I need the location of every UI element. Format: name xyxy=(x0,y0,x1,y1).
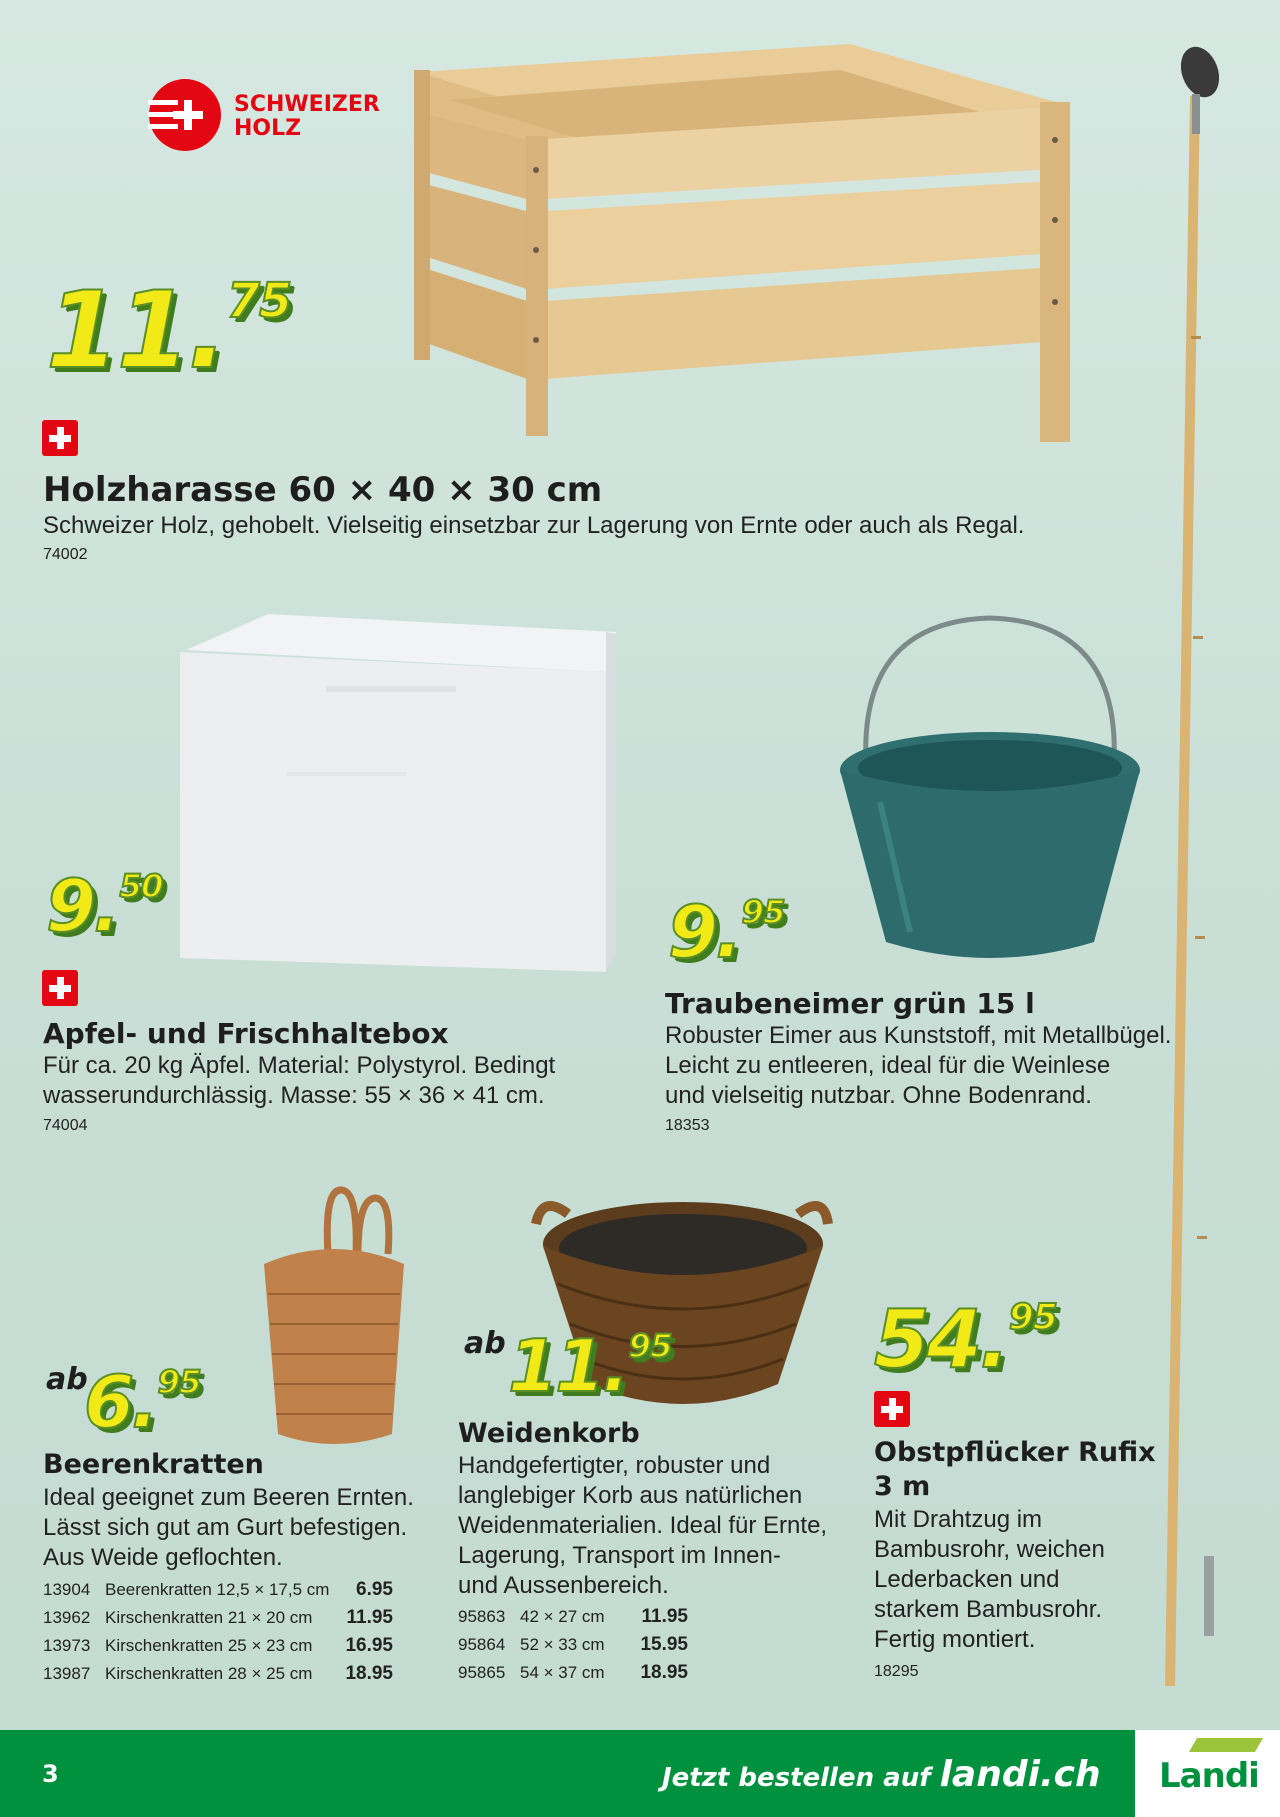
order-cta[interactable] xyxy=(662,1754,1101,1795)
variant-name: Kirschenkratten 21 × 20 cm xyxy=(105,1608,313,1627)
variant-number: 13962 xyxy=(43,1608,91,1627)
bucket-price-cents: 95 xyxy=(741,893,785,931)
table-row xyxy=(43,1660,393,1688)
cta-prefix: Jetzt bestellen auf xyxy=(662,1763,931,1793)
landi-logo-stripe xyxy=(1189,1738,1263,1752)
bucket-title: Traubeneimer grün 15 l xyxy=(665,987,1035,1020)
berry-price-main: 6. xyxy=(84,1360,156,1444)
table-row xyxy=(43,1604,393,1632)
swiss-holz-emblem-icon xyxy=(148,78,222,152)
variant-number: 95863 xyxy=(458,1607,506,1626)
berry-desc-line1: Ideal geeignet zum Beeren Ernten. xyxy=(43,1484,414,1511)
variant-price: 16.95 xyxy=(345,1635,393,1656)
picker-price-main: 54. xyxy=(874,1293,1007,1386)
crate-price xyxy=(46,269,292,392)
variant-price: 6.95 xyxy=(356,1579,393,1600)
variant-number: 13973 xyxy=(43,1636,91,1655)
table-row xyxy=(458,1631,688,1659)
variant-price: 18.95 xyxy=(345,1663,393,1684)
bucket-desc-line3: und vielseitig nutzbar. Ohne Bodenrand. xyxy=(665,1082,1092,1109)
swiss-flag-icon xyxy=(42,970,78,1006)
wooden-crate-image xyxy=(410,40,1080,460)
crate-title: Holzharasse 60 × 40 × 30 cm xyxy=(43,470,603,510)
swiss-flag-icon xyxy=(874,1391,910,1427)
picker-desc-line3: Lederbacken und xyxy=(874,1566,1060,1593)
berry-title: Beerenkratten xyxy=(43,1449,264,1480)
variant-number: 95865 xyxy=(458,1663,506,1682)
berry-price-cents: 95 xyxy=(157,1363,201,1401)
basket-price xyxy=(508,1324,672,1408)
variant-price: 11.95 xyxy=(641,1606,688,1627)
bucket-price-main: 9. xyxy=(668,890,740,974)
berry-desc-line3: Aus Weide geflochten. xyxy=(43,1544,283,1571)
berry-basket-image xyxy=(254,1184,414,1454)
picker-desc-line1: Mit Drahtzug im xyxy=(874,1506,1043,1533)
variant-number: 13987 xyxy=(43,1664,91,1683)
picker-article-number: 18295 xyxy=(874,1663,919,1680)
bucket-desc-line1: Robuster Eimer aus Kunststoff, mit Metallbügel. xyxy=(665,1022,1172,1049)
table-row xyxy=(43,1632,393,1660)
logo-line2: HOLZ xyxy=(234,116,302,141)
picker-desc-line4: starkem Bambusrohr. xyxy=(874,1596,1103,1623)
crate-description: Schweizer Holz, gehobelt. Vielseitig einsetzbar zur Lagerung von Ernte oder auch als Regal. xyxy=(43,512,1025,539)
variant-price: 11.95 xyxy=(346,1607,393,1628)
table-row xyxy=(43,1576,393,1604)
table-row xyxy=(458,1603,688,1631)
variant-name: Kirschenkratten 25 × 23 cm xyxy=(105,1636,313,1655)
basket-price-main: 11. xyxy=(508,1324,627,1408)
swiss-flag-icon xyxy=(42,420,78,456)
box-desc-line2: wasserundurchlässig. Masse: 55 × 36 × 41 cm. xyxy=(43,1082,545,1109)
berry-desc-line2: Lässt sich gut am Gurt befestigen. xyxy=(43,1514,408,1541)
box-desc-line1: Für ca. 20 kg Äpfel. Material: Polystyrol. Bedingt xyxy=(43,1052,556,1079)
polystyrene-box-image xyxy=(176,612,616,982)
variant-number: 95864 xyxy=(458,1635,506,1654)
logo-line1: SCHWEIZER xyxy=(234,92,380,117)
bucket-price xyxy=(668,890,785,974)
crate-price-main: 11. xyxy=(46,269,225,392)
basket-desc-line1: Handgefertigter, robuster und xyxy=(458,1452,771,1479)
box-price xyxy=(46,864,163,948)
picker-title-line1: Obstpflücker Rufix xyxy=(874,1437,1156,1468)
berry-price xyxy=(84,1360,201,1444)
schweizer-holz-logo xyxy=(148,78,388,152)
picker-title-line2: 3 m xyxy=(874,1471,931,1502)
basket-title: Weidenkorb xyxy=(458,1418,640,1449)
grape-bucket-image xyxy=(830,612,1150,982)
crate-price-cents: 75 xyxy=(226,274,292,329)
variant-name: 52 × 33 cm xyxy=(520,1635,605,1654)
landi-logo[interactable] xyxy=(1135,1730,1280,1817)
basket-desc-line5: und Aussenbereich. xyxy=(458,1572,669,1599)
basket-variants-table xyxy=(458,1603,688,1687)
basket-price-cents: 95 xyxy=(628,1327,672,1365)
basket-desc-line2: langlebiger Korb aus natürlichen xyxy=(458,1482,803,1509)
variant-name: 42 × 27 cm xyxy=(520,1607,605,1626)
berry-price-prefix: ab xyxy=(46,1362,88,1397)
crate-article-number: 74002 xyxy=(43,546,88,563)
variant-name: Kirschenkratten 28 × 25 cm xyxy=(105,1664,313,1683)
bucket-desc-line2: Leicht zu entleeren, ideal für die Weinlese xyxy=(665,1052,1111,1079)
landi-logo-text: Landi xyxy=(1159,1756,1259,1796)
variant-price: 15.95 xyxy=(640,1634,688,1655)
variant-name: Beerenkratten 12,5 × 17,5 cm xyxy=(105,1580,330,1599)
picker-price xyxy=(874,1293,1057,1386)
berry-variants-table xyxy=(43,1576,393,1688)
picker-desc-line5: Fertig montiert. xyxy=(874,1626,1036,1653)
picker-desc-line2: Bambusrohr, weichen xyxy=(874,1536,1105,1563)
bucket-article-number: 18353 xyxy=(665,1117,710,1134)
footer-bar xyxy=(0,1730,1280,1817)
picker-price-cents: 95 xyxy=(1008,1297,1057,1338)
box-price-cents: 50 xyxy=(119,867,163,905)
box-price-main: 9. xyxy=(46,864,118,948)
variant-name: 54 × 37 cm xyxy=(520,1663,605,1682)
box-article-number: 74004 xyxy=(43,1117,88,1134)
basket-desc-line3: Weidenmaterialien. Ideal für Ernte, xyxy=(458,1512,828,1539)
box-title: Apfel- und Frischhaltebox xyxy=(43,1017,449,1050)
page-number: 3 xyxy=(42,1760,59,1788)
basket-price-prefix: ab xyxy=(464,1326,506,1361)
variant-price: 18.95 xyxy=(640,1662,688,1683)
cta-site-link[interactable]: landi.ch xyxy=(939,1754,1101,1795)
table-row xyxy=(458,1659,688,1687)
variant-number: 13904 xyxy=(43,1580,91,1599)
fruit-picker-image xyxy=(1160,36,1240,1686)
basket-desc-line4: Lagerung, Transport im Innen- xyxy=(458,1542,781,1569)
